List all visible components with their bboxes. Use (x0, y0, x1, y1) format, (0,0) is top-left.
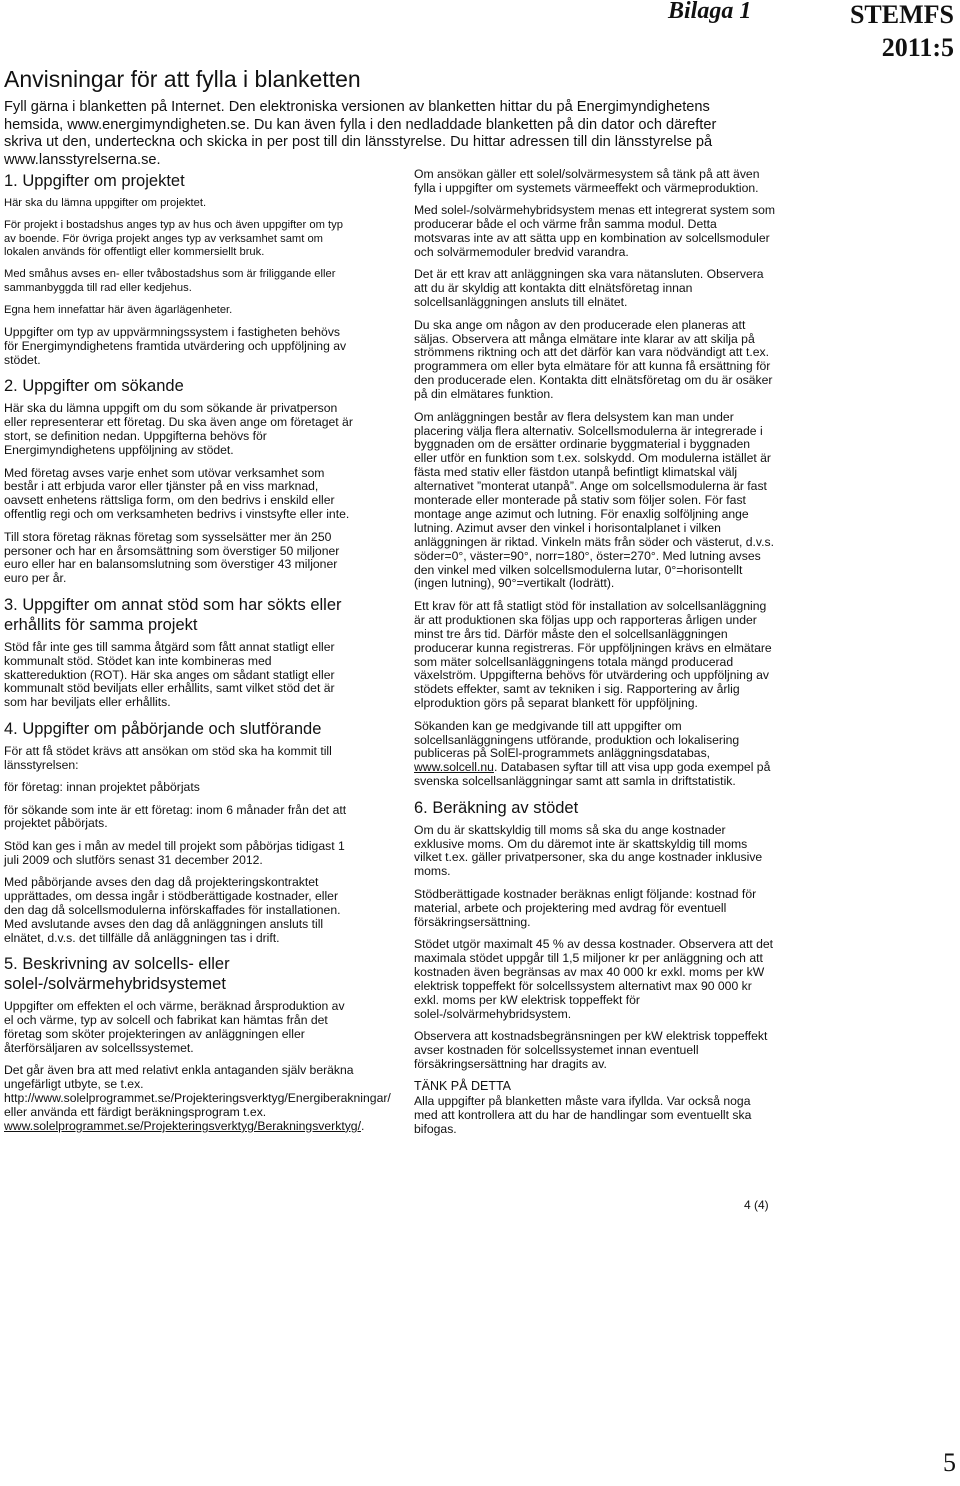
page-title: Anvisningar för att fylla i blanketten (4, 66, 361, 92)
regulation-code (814, 0, 954, 64)
section-3-heading: 3. Uppgifter om annat stöd som har sökts eller erhållits för samma projekt (4, 595, 342, 634)
r-paragraph-3: Det är ett krav att anläggningen ska vara nätansluten. Observera att du är skyldig att kontakta ditt elnätsföretag innan solcellsanläggningen ansluts till elnätet. (414, 267, 764, 310)
s2-paragraph-1: Här ska du lämna uppgift om du som sökande är privatperson eller representerar ett företag. Du ska även ange om företaget är stort, se definition nedan. Uppgifterna behövs för Energimyndighetens uppföljning av stödet. (4, 401, 353, 458)
r-paragraph-7-pre: Sökanden kan ge medgivande till att uppgifter om solcellsanläggningens utförande, produktion och lokalisering publiceras på SolEl-programmets anläggningsdatabas, (414, 718, 740, 761)
s4-paragraph-4: Stöd kan ges i mån av medel till projekt som påbörjas tidigast 1 juli 2009 och slutförs senast 31 december 2012. (4, 838, 345, 867)
page-number: 5 (943, 1448, 956, 1477)
s5-paragraph-2-text: Det går även bra att med relativt enkla antaganden själv beräkna ungefärligt utbyte, se t.ex. (4, 1063, 354, 1092)
calc-tool-link[interactable]: www.solelprogrammet.se/Projekteringsverktyg/Berakningsverktyg/ (4, 1118, 361, 1133)
s4-paragraph-5: Med påbörjande avses den dag då projekteringskontraktet upprättades, om dessa ingår i stödberättigade kostnader, eller den dag då solcellsmodulerna införskaffades för installationen. Med avslutande avses den dag då anläggningen ansluts till elnätet, d.v.s. det tillfälle då anläggningen tas i drift. (4, 875, 341, 945)
section-5-heading: 5. Beskrivning av solcells- eller solel-/solvärmehybridsystemet (4, 955, 230, 994)
s1-paragraph-4: Egna hem innefattar här även ägarlägenheter. (4, 304, 233, 317)
s5-mid-text: eller använda ett färdigt beräkningsprogram t.ex. (4, 1105, 267, 1119)
s6-paragraph-1: Om du är skattskyldig till moms så ska du ange kostnader exklusive moms. Om du däremot inte är skattskyldig till moms vilket t.ex. gäller privatpersoner, ska du ange kostnader inklusive moms. (414, 822, 763, 879)
s4-paragraph-1: För att få stödet krävs att ansökan om stöd ska ha kommit till länsstyrelsen: (4, 743, 332, 772)
s4-paragraph-3: för sökande som inte är ett företag: inom 6 månader från det att projektet påbörjats. (4, 802, 347, 831)
section-4-heading: 4. Uppgifter om påbörjande och slutförande (4, 719, 322, 738)
right-column (414, 168, 776, 1145)
tank-pa-detta-text: Alla uppgifter på blanketten måste vara ifyllda. Var också noga med att kontrollera att du har de handlingar som eventuellt ska bifogas. (414, 1094, 752, 1136)
section-1-heading: 1. Uppgifter om projektet (4, 172, 185, 190)
appendix-label: Bilaga 1 (668, 0, 752, 24)
s5-end-text: . (360, 1118, 365, 1133)
regulation-code-line1: STEMFS (849, 0, 954, 29)
solcell-link[interactable]: www.solcell.nu (414, 760, 494, 775)
s1-paragraph-5: Uppgifter om typ av uppvärmningssystem i fastigheten behövs för Energimyndighetens framtida utvärdering och uppföljning av stödet. (4, 325, 347, 367)
r-paragraph-2: Med solel-/solvärmehybridsystem menas ett integrerat system som producerar både el och värme från samma modul. Detta motsvaras inte av att sätta upp en kombination av solcellsmoduler och solvärmemoduler bredvid varandra. (414, 203, 776, 260)
s4-paragraph-2: för företag: innan projektet påbörjats (4, 780, 200, 795)
regulation-code-line2: 2011:5 (881, 33, 954, 62)
tank-pa-detta-heading: TÄNK PÅ DETTA (414, 1079, 512, 1094)
intro-text: Fyll gärna i blanketten på Internet. Den elektroniska versionen av blanketten hittar du på Energimyndighetens hemsida, www.energimyndigheten.se. Du kan även fylla i den nedladdade blanketten på din dator och därefter skriva ut den, underteckna och skicka in per post till din länsstyrelse. Du hittar adressen till din länsstyrelse på www.lansstyrelserna.se. (4, 99, 717, 168)
section-6-heading: 6. Beräkning av stödet (414, 798, 579, 817)
s2-paragraph-2: Med företag avses varje enhet som utövar verksamhet som består i att erbjuda varor eller tjänster på en viss marknad, oavsett enhetens rättsliga form, om den bedrivs i enskild eller offentlig regi och om verksamheten bedrivs i vinstsyfte eller inte. (4, 465, 350, 522)
section-2-heading: 2. Uppgifter om sökande (4, 377, 184, 396)
s6-paragraph-4: Observera att kostnadsbegränsningen per kW elektrisk toppeffekt avser kostnaden för solcellssystemet innan eventuell försäkringsersättning har dragits av. (414, 1028, 768, 1071)
energy-calc-link[interactable]: http://www.solelprogrammet.se/Projekteringsverktyg/Energiberakningar/ (4, 1091, 391, 1106)
s2-paragraph-3: Till stora företag räknas företag som sysselsätter mer än 250 personer och har en årsomsättning som överstiger 50 miljoner euro eller har en balansomslutning som överstiger 43 miljoner euro per år. (4, 529, 340, 586)
page-reference: 4 (4) (744, 1198, 769, 1212)
s6-paragraph-3: Stödet utgör maximalt 45 % av dessa kostnader. Observera att det maximala stödet uppgår till 1,5 miljoner kr per anläggning och att kostnaden även begränsas av max 40 000 kr exkl. moms per kW elektrisk toppeffekt för solcellssystem alternativt max 90 000 kr exkl. moms per kW elektrisk toppeffekt för solel-/solvärmehybridsystem. (414, 937, 774, 1021)
s5-paragraph-2 (4, 1063, 391, 1134)
s6-paragraph-2: Stödberättigade kostnader beräknas enligt följande: kostnad för material, arbete och projektering med avdrag för eventuell försäkringsersättning. (414, 886, 757, 929)
s3-paragraph-1: Stöd får inte ges till samma åtgärd som fått annat statligt eller kommunalt stöd. Stödet kan inte kombineras med skattereduktion (ROT). Här ska anges om sådant statligt eller kommunalt stöd beviljats eller erhållits, samt vilket stöd det är som har beviljats eller erhållits. (4, 639, 335, 710)
r-paragraph-1: Om ansökan gäller ett solel/solvärmesystem så tänk på att även fylla i uppgifter om systemets värmeeffekt och värmeproduktion. (414, 167, 760, 195)
r-paragraph-7 (414, 720, 776, 790)
s1-paragraph-1: Här ska du lämna uppgifter om projektet. (4, 197, 207, 209)
r-paragraph-7-post: . Databasen syftar till att visa upp goda exempel på svenska solcellsanläggningar samt att samla in driftstatistik. (414, 760, 771, 789)
s1-paragraph-2: För projekt i bostadshus anges typ av hus och även uppgifter om typ av boende. För övriga projekt anges typ av verksamhet samt om lokalen används för offentligt eller kommersiellt bruk. (4, 219, 343, 259)
s1-paragraph-3: Med småhus avses en- eller tvåbostadshus som är friliggande eller sammanbyggda till rad eller kedjehus. (4, 268, 336, 294)
r-paragraph-5: Om anläggningen består av flera delsystem kan man under placering välja flera alternativ. Solcellsmodulerna är integrerade i byggnaden om de ersätter ordinarie byggmaterial i byggnaden eller utför en funktion som t.ex. solskydd. Om modulerna istället är fästa med stativ eller fästdon utanpå befintligt klimatskal välj alternativet ”monterat utanpå”. Ange om solcellsmodulerna är fast monterade eller monterade på stativ som följer solen. För fast montage ange azimut och lutning. För enaxlig solföljning ange lutning. Azimut avser den vinkel i horisontalplanet i vilken anläggningen är riktad. Vinkeln mäts från söder och västerut, d.v.s. söder=0°, väster=90°, norr=180°, öster=270°. Med lutning avses den vinkel med vilken solcellsmodulerna lutar, 0°=horisontellt (ingen lutning), 90°=vertikalt (lodrätt). (414, 409, 774, 591)
s5-paragraph-1: Uppgifter om effekten el och värme, beräknad årsproduktion av el och värme, typ av solcell och fabrikat kan hämtas från det företag som sköter projekteringen av anläggningen eller återförsäljaren av solcellssystemet. (4, 999, 345, 1055)
r-paragraph-6: Ett krav för att få statligt stöd för installation av solcellsanläggning är att produktionen ska följas upp och rapporteras årligen under minst tre års tid. Därför måste den el solcellsanläggningen producerar kunna registreras. För uppföljningen krävs en elmätare som mäter solcellsanläggningens totala mängd producerad växelström. Uppgifterna behövs för utvärdering och uppföljning av stödets effekter, samt av tekniken i sig. Rapportering av årlig elproduktion görs på separat blankett för uppföljning. (414, 598, 772, 711)
left-column (4, 168, 391, 1142)
r-paragraph-4: Du ska ange om någon av den producerade elen planeras att säljas. Observera att många elmätare inte klarar av att skilja på strömmens riktning och att det därför kan vara nödvändigt att t.ex. programmera om eller byta elmätare för att kunna få ersättning för den producerade elen. Kontakta ditt elnätsföretag om du är osäker på din elmätares funktion. (414, 317, 773, 402)
